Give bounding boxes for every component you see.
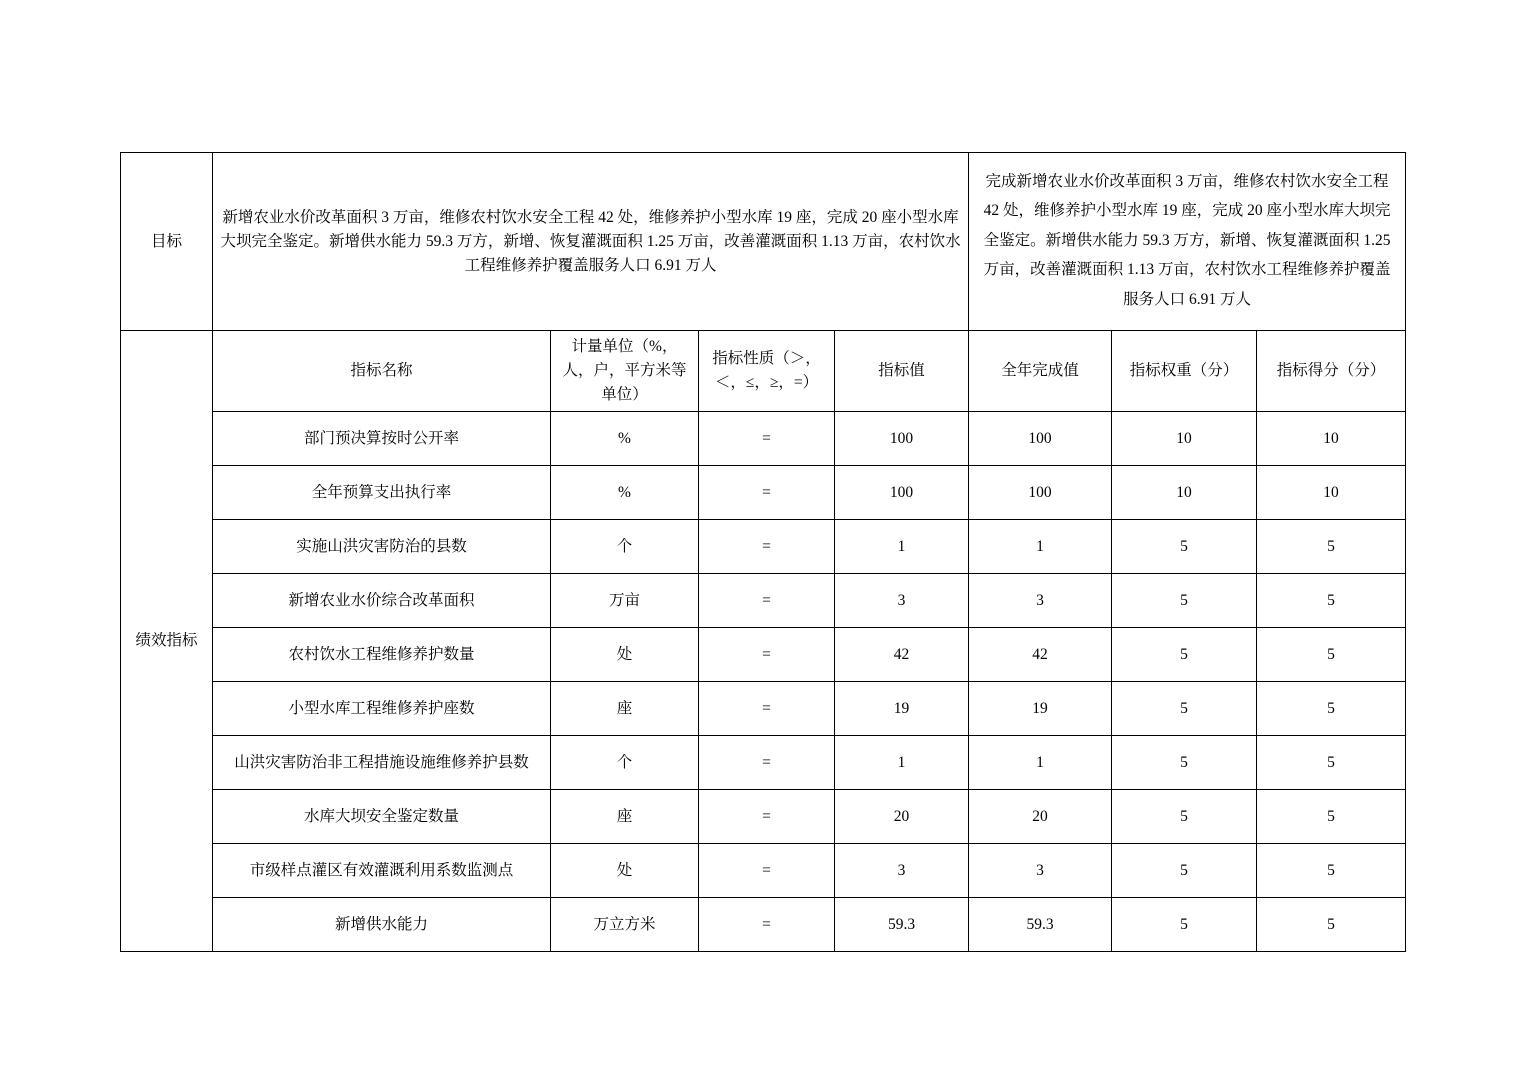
indicator-target: 100 — [835, 412, 969, 466]
table-row — [121, 466, 1406, 520]
indicator-actual: 59.3 — [969, 898, 1112, 952]
indicator-score: 5 — [1257, 628, 1406, 682]
indicator-name: 水库大坝安全鉴定数量 — [213, 790, 551, 844]
indicator-weight: 10 — [1112, 412, 1257, 466]
indicator-name: 农村饮水工程维修养护数量 — [213, 628, 551, 682]
indicator-score: 5 — [1257, 844, 1406, 898]
indicator-target: 100 — [835, 466, 969, 520]
indicator-target: 19 — [835, 682, 969, 736]
indicator-unit: % — [551, 466, 699, 520]
table-row — [121, 682, 1406, 736]
indicator-unit: % — [551, 412, 699, 466]
indicator-actual: 100 — [969, 412, 1112, 466]
indicator-nature: = — [699, 466, 835, 520]
performance-row-label: 绩效指标 — [121, 331, 213, 952]
completion-goal-text: 完成新增农业水价改革面积 3 万亩，维修农村饮水安全工程 42 处，维修养护小型水库 19 座，完成 20 座小型水库大坝完全鉴定。新增供水能力 59.3 万方，新增、恢复灌溉面积 1.25 万亩，改善灌溉面积 1.13 万亩，农村饮水工程维修养护覆盖服务人口 6.91 万人 — [969, 153, 1406, 331]
indicator-actual: 3 — [969, 574, 1112, 628]
indicator-actual: 3 — [969, 844, 1112, 898]
column-header-score: 指标得分（分） — [1257, 331, 1406, 412]
indicator-unit: 座 — [551, 682, 699, 736]
goal-row — [121, 153, 1406, 331]
indicator-nature: = — [699, 736, 835, 790]
indicator-name: 实施山洪灾害防治的县数 — [213, 520, 551, 574]
indicator-score: 5 — [1257, 682, 1406, 736]
table-row — [121, 628, 1406, 682]
indicator-weight: 5 — [1112, 520, 1257, 574]
column-header-actual: 全年完成值 — [969, 331, 1112, 412]
indicator-nature: = — [699, 682, 835, 736]
table-row — [121, 574, 1406, 628]
indicator-actual: 19 — [969, 682, 1112, 736]
indicator-score: 5 — [1257, 736, 1406, 790]
indicator-target: 1 — [835, 736, 969, 790]
indicator-score: 5 — [1257, 790, 1406, 844]
indicator-target: 59.3 — [835, 898, 969, 952]
indicator-score: 5 — [1257, 520, 1406, 574]
indicator-unit: 个 — [551, 736, 699, 790]
indicator-name: 部门预决算按时公开率 — [213, 412, 551, 466]
indicator-target: 42 — [835, 628, 969, 682]
indicator-name: 新增供水能力 — [213, 898, 551, 952]
table-header-row — [121, 331, 1406, 412]
column-header-unit: 计量单位（%，人，户，平方米等单位） — [551, 331, 699, 412]
indicator-score: 5 — [1257, 574, 1406, 628]
indicator-unit: 座 — [551, 790, 699, 844]
indicator-unit: 万立方米 — [551, 898, 699, 952]
indicator-score: 10 — [1257, 412, 1406, 466]
column-header-weight: 指标权重（分） — [1112, 331, 1257, 412]
indicator-weight: 5 — [1112, 844, 1257, 898]
table-row — [121, 412, 1406, 466]
document-page — [120, 152, 1405, 952]
indicator-weight: 5 — [1112, 574, 1257, 628]
performance-indicators-table — [120, 152, 1406, 952]
indicator-actual: 100 — [969, 466, 1112, 520]
indicator-nature: = — [699, 790, 835, 844]
indicator-nature: = — [699, 898, 835, 952]
table-row — [121, 844, 1406, 898]
indicator-weight: 5 — [1112, 790, 1257, 844]
indicator-unit: 处 — [551, 844, 699, 898]
annual-goal-text: 新增农业水价改革面积 3 万亩，维修农村饮水安全工程 42 处，维修养护小型水库 19 座，完成 20 座小型水库大坝完全鉴定。新增供水能力 59.3 万方，新增、恢复灌溉面积 1.25 万亩，改善灌溉面积 1.13 万亩，农村饮水工程维修养护覆盖服务人口 6.91 万人 — [213, 153, 969, 331]
indicator-name: 小型水库工程维修养护座数 — [213, 682, 551, 736]
indicator-unit: 处 — [551, 628, 699, 682]
indicator-score: 5 — [1257, 898, 1406, 952]
indicator-target: 1 — [835, 520, 969, 574]
table-row — [121, 520, 1406, 574]
table-row — [121, 790, 1406, 844]
indicator-nature: = — [699, 412, 835, 466]
indicator-target: 3 — [835, 574, 969, 628]
indicator-nature: = — [699, 574, 835, 628]
indicator-weight: 5 — [1112, 682, 1257, 736]
indicator-unit: 个 — [551, 520, 699, 574]
column-header-name: 指标名称 — [213, 331, 551, 412]
indicator-unit: 万亩 — [551, 574, 699, 628]
indicator-nature: = — [699, 520, 835, 574]
goal-row-label: 目标 — [121, 153, 213, 331]
indicator-actual: 1 — [969, 736, 1112, 790]
indicator-name: 山洪灾害防治非工程措施设施维修养护县数 — [213, 736, 551, 790]
indicator-actual: 1 — [969, 520, 1112, 574]
indicator-weight: 5 — [1112, 628, 1257, 682]
indicator-target: 3 — [835, 844, 969, 898]
indicator-weight: 5 — [1112, 898, 1257, 952]
table-row — [121, 898, 1406, 952]
indicator-actual: 20 — [969, 790, 1112, 844]
indicator-name: 新增农业水价综合改革面积 — [213, 574, 551, 628]
indicator-weight: 10 — [1112, 466, 1257, 520]
indicator-nature: = — [699, 844, 835, 898]
indicator-weight: 5 — [1112, 736, 1257, 790]
indicator-nature: = — [699, 628, 835, 682]
column-header-target: 指标值 — [835, 331, 969, 412]
indicator-name: 市级样点灌区有效灌溉利用系数监测点 — [213, 844, 551, 898]
indicator-name: 全年预算支出执行率 — [213, 466, 551, 520]
table-row — [121, 736, 1406, 790]
column-header-nature: 指标性质（＞，＜，≤，≥，=） — [699, 331, 835, 412]
indicator-target: 20 — [835, 790, 969, 844]
indicator-actual: 42 — [969, 628, 1112, 682]
indicator-score: 10 — [1257, 466, 1406, 520]
